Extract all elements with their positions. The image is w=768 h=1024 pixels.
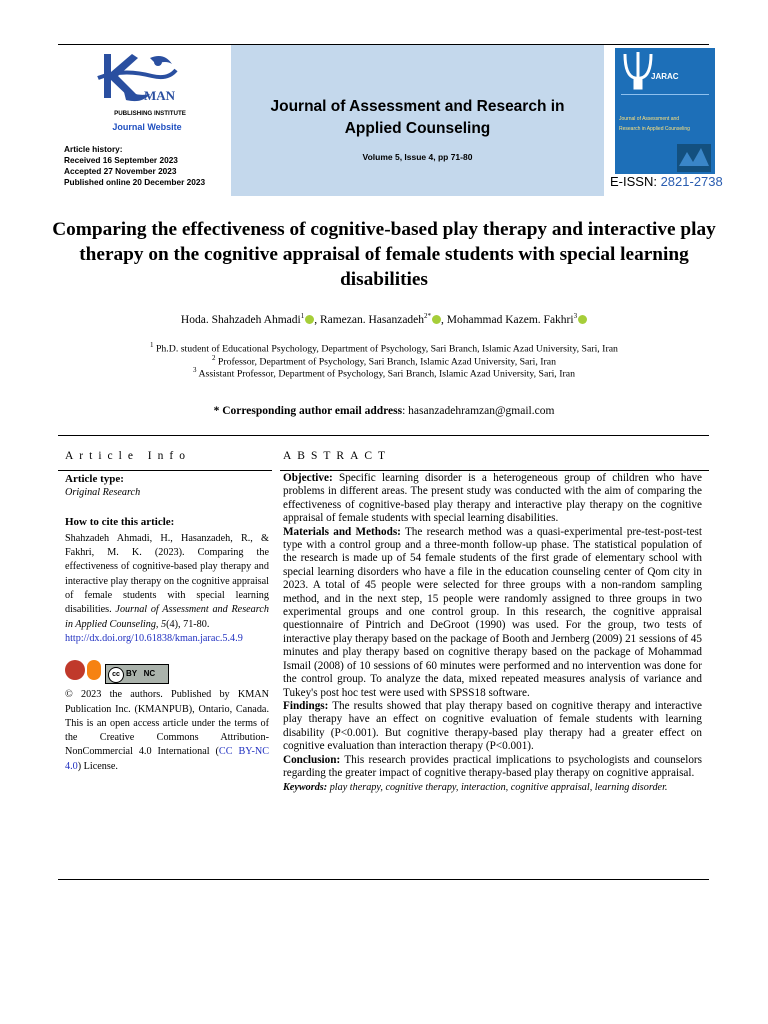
article-type-label: Article type: bbox=[65, 473, 124, 485]
article-type-value: Original Research bbox=[65, 487, 141, 499]
abstract-heading: ABSTRACT bbox=[283, 450, 392, 462]
citation-text: Shahzadeh Ahmadi, H., Hasanzadeh, R., & Fakhri, M. K. (2023). Comparing the effectiveness of cognitive-based play therapy and interactive play therapy on the cognitive appraisal of female students with special learning disabilities. bbox=[65, 532, 269, 616]
history-title: Article history: bbox=[64, 144, 123, 154]
affiliation-1-number: 1 bbox=[150, 341, 154, 349]
findings-text: The results showed that play therapy based on cognitive therapy and interactive play therapy have an effect on cognitive evaluation of female students with learning disability (P<0.001). But cognitive therapy-based play therapy had a greater effect on cognitive evaluation than interaction therapy (P<0.001). bbox=[283, 699, 702, 753]
abstract-keywords bbox=[283, 781, 702, 794]
doi-link[interactable]: http://dx.doi.org/10.61838/kman.jarac.5.4.9 bbox=[65, 632, 243, 644]
abstract-methods bbox=[283, 526, 702, 700]
history-published: Published online 20 December 2023 bbox=[64, 177, 206, 187]
publisher-logo bbox=[92, 48, 202, 128]
license-text-2: ) License. bbox=[77, 760, 118, 772]
volume-issue: Volume 5, Issue 4, pp 71-80 bbox=[362, 152, 473, 162]
affiliation-2-number: 2 bbox=[211, 354, 216, 362]
abstract-rule bbox=[280, 470, 709, 471]
author-3: , Mohammad Kazem. Fakhri bbox=[441, 313, 574, 326]
author-1: Hoda. Shahzadeh Ahmadi bbox=[180, 313, 301, 326]
open-access-icon bbox=[87, 660, 101, 680]
citation bbox=[65, 532, 269, 632]
publisher-name: MAN bbox=[144, 88, 176, 103]
cite-label: How to cite this article: bbox=[65, 515, 175, 528]
abstract-findings bbox=[283, 700, 702, 754]
section-bottom-rule bbox=[58, 879, 709, 880]
journal-title-line-1: Journal of Assessment and Research in bbox=[270, 98, 565, 115]
findings-label: Findings: bbox=[283, 699, 329, 712]
info-rule bbox=[58, 470, 272, 471]
conclusion-text: This research provides practical implications to psychologists and counselors regarding the greater impact of cognitive therapy-based play therapy on cognitive appraisal. bbox=[283, 753, 702, 779]
article-history bbox=[64, 144, 205, 188]
cover-line-2: Research in Applied Counseling bbox=[619, 126, 690, 132]
author-list bbox=[60, 312, 708, 326]
section-top-rule bbox=[58, 435, 709, 436]
affiliation-3 bbox=[60, 366, 708, 379]
abstract-body bbox=[283, 472, 702, 794]
corresponding-author-email[interactable]: : hasanzadehramzan@gmail.com bbox=[402, 405, 555, 417]
history-accepted: Accepted 27 November 2023 bbox=[64, 166, 177, 176]
citation-journal: Journal of Assessment and Research in Applied Counseling, 5 bbox=[65, 604, 269, 630]
eissn bbox=[610, 174, 723, 189]
cc-by-nc-badge[interactable] bbox=[105, 664, 169, 684]
author-2-affil: 2* bbox=[424, 312, 432, 320]
paper-title: Comparing the effectiveness of cognitive-based play therapy and interactive play therapy on the cognitive appraisal of female students with special learning disabilities bbox=[52, 219, 716, 290]
corresponding-author bbox=[60, 405, 708, 417]
eissn-number: 2821-2738 bbox=[660, 174, 723, 189]
affiliation-3-text: Assistant Professor, Department of Psychology, Sari Branch, Islamic Azad University, Sari, Iran bbox=[196, 368, 575, 380]
journal-title-line-2: Applied Counseling bbox=[344, 120, 491, 137]
license-badges bbox=[65, 660, 269, 686]
cc-icon: cc bbox=[108, 667, 124, 683]
author-2: , Ramezan. Hasanzadeh bbox=[314, 313, 425, 326]
cover-line-1: Journal of Assessment and bbox=[619, 116, 680, 122]
abstract-objective bbox=[283, 472, 702, 526]
journal-title bbox=[240, 96, 595, 140]
corresponding-author-label: * Corresponding author email address bbox=[213, 405, 403, 417]
orcid-icon[interactable] bbox=[578, 315, 587, 324]
journal-cover-image bbox=[615, 48, 715, 174]
affiliation-3-number: 3 bbox=[193, 366, 197, 374]
license-link[interactable]: CC BY-NC 4.0 bbox=[65, 746, 270, 772]
article-info-heading: Article Info bbox=[65, 450, 191, 462]
affiliation-1 bbox=[60, 341, 708, 354]
journal-website-link[interactable]: Journal Website bbox=[112, 122, 182, 132]
check-for-updates-icon[interactable] bbox=[65, 660, 85, 680]
orcid-icon[interactable] bbox=[432, 315, 441, 324]
abstract-conclusion bbox=[283, 754, 702, 781]
methods-text: The research method was a quasi-experimental pre-test-post-test type with a control group and a three-month follow-up phase. The statistical population of the research is made up of 54 female students of the first grade of elementary school with special learning disorders who have a file in the education counseling center of Qom city in 2023. A total of 45 people were selected for three groups with a non-random sampling method, and in the next step, 15 people were randomly assigned to three groups in two experimental groups and one control group. In this research, the cognitive appraisal questionnaire of Pintrich and DeGroot (1990) was used. For the group, two tests of interactive play therapy based on the package of Booth and Jernberg (2009) 21 sessions of 45 minutes and play therapy based on cognitive therapy based on the package of Mohammad Ismail (2008) of 10 sessions of 60 minutes were performed and no intervention was done for the control group. To analyze the data, mixed repeated measures analysis of variance and Tukey's post hoc test were used with SPSS18 software. bbox=[283, 525, 702, 699]
conclusion-label: Conclusion: bbox=[283, 753, 341, 766]
history-received: Received 16 September 2023 bbox=[64, 155, 178, 165]
affiliation-1-text: Ph.D. student of Educational Psychology, Department of Psychology, Sari Branch, Islamic Azad University, Sari, Iran bbox=[153, 343, 618, 355]
article-info bbox=[65, 472, 269, 774]
objective-label: Objective: bbox=[283, 472, 333, 484]
affiliation-2-text: Professor, Department of Psychology, Sari Branch, Islamic Azad University, Sari, Iran bbox=[215, 356, 557, 368]
author-1-affil: 1 bbox=[300, 312, 305, 320]
license-text-1: © 2023 the authors. Published by KMAN Publication Inc. (KMANPUB), Ontario, Canada. This is an open access article under the terms of the Creative Commons Attribution-NonCommercial 4.0 International ( bbox=[65, 689, 269, 758]
by-nc-label: BY NC bbox=[126, 669, 156, 679]
citation-pages: (4), 71-80. bbox=[166, 618, 210, 630]
eissn-label: E-ISSN: bbox=[610, 174, 661, 189]
methods-label: Materials and Methods: bbox=[283, 525, 401, 538]
license-text bbox=[65, 688, 269, 774]
publisher-subtitle: PUBLISHING INSTITUTE bbox=[114, 110, 186, 117]
cover-abbr: JARAC bbox=[651, 72, 679, 81]
author-3-affil: 3 bbox=[573, 312, 578, 320]
orcid-icon[interactable] bbox=[305, 315, 314, 324]
keywords-text: play therapy, cognitive therapy, interaction, cognitive appraisal, learning disorder. bbox=[327, 782, 668, 794]
objective-text: Specific learning disorder is a heterogeneous group of children who have problems in different areas. The present study was conducted with the aim of comparing the effectiveness of cognitive-based play therapy and interactive play therapy on the cognitive appraisal of female students with special learning disabilities. bbox=[283, 472, 702, 525]
keywords-label: Keywords: bbox=[283, 782, 328, 794]
